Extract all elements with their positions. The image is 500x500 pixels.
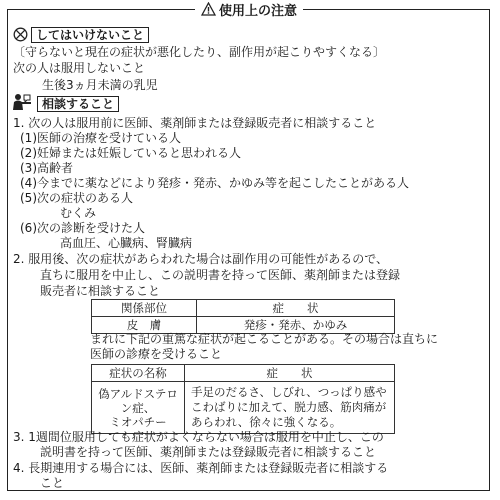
table1-cell-symptom: 発疹・発赤、かゆみ [197,317,395,334]
item4-line2: こと [40,476,65,490]
sub-item-5: (5)次の症状のある人 [20,191,133,205]
sub-item-1: (1)医師の治療を受けている人 [20,131,181,145]
sub-item-6-detail: 高血圧、心臓病、腎臓病 [60,236,193,250]
notice-title [195,0,303,18]
sub-item-5-detail: むくみ [60,206,97,220]
consult-header: 相談すること [37,96,119,112]
table1-cell-part: 皮 膚 [92,317,197,334]
title-text: 使用上の注意 [219,3,298,19]
prohibition-icon [13,27,28,42]
warning-triangle-icon [201,2,216,16]
item2-line2: 直ちに服用を中止し、この説明書を持って医師、薬剤師または登録 [40,268,401,282]
sub-item-3: (3)高齢者 [20,161,73,175]
table2-header-name: 症状の名称 [92,365,185,382]
item2-line3: 販売者に相談すること [40,284,161,298]
item4-line1: 4. 長期連用する場合には、医師、薬剤師または登録販売者に相談する [13,461,389,475]
sub-item-6: (6)次の診断を受けた人 [20,221,145,235]
dont-header: してはいけないこと [31,27,149,43]
item3-line1: 3. 1週間位服用しても症状がよくならない場合は服用を中止し、この [13,430,384,444]
table2-header-symptom: 症 状 [185,365,395,382]
table2-symptom-line3: あらわれ、徐々に強くなる。 [191,415,342,429]
table1-header-part: 関係部位 [92,300,197,317]
item2-line1: 2. 服用後、次の症状があらわれた場合は副作用の可能性があるので、 [13,252,389,266]
table1-header-symptom: 症 状 [197,300,395,317]
dont-line1: 次の人は服用しないこと [13,61,146,75]
table2-name-line2: ミオパチー [109,414,167,429]
serious-symptom-table [91,364,395,434]
item3-line2: 説明書を持って医師、薬剤師または登録販売者に相談すること [40,445,377,459]
table2-symptom-line1: 手足のだるさ、しびれ、つっぱり感や [191,385,387,399]
table2-cell-name [92,382,185,434]
dont-note: 〔守らないと現在の症状が悪化したり、副作用が起こりやすくなる〕 [13,45,386,59]
rare-line1: まれに下記の重篤な症状が起こることがある。その場合は直ちに [90,332,439,346]
consult-person-icon [12,93,32,111]
consult-item1: 1. 次の人は服用前に医師、薬剤師または登録販売者に相談すること [13,116,377,130]
table2-cell-symptom [185,382,395,434]
side-effect-table [91,299,395,334]
table2-name-line1: 偽アルドステロン症、 [98,386,178,415]
table2-symptom-line2: こわばりに加えて、脱力感、筋肉痛が [191,400,387,414]
sub-item-4: (4)今までに薬などにより発疹・発赤、かゆみ等を起こしたことがある人 [20,176,410,190]
rare-line2: 医師の診療を受けること [90,347,223,361]
dont-line2: 生後3ヵ月未満の乳児 [42,78,158,92]
sub-item-2: (2)妊婦または妊娠していると思われる人 [20,146,241,160]
